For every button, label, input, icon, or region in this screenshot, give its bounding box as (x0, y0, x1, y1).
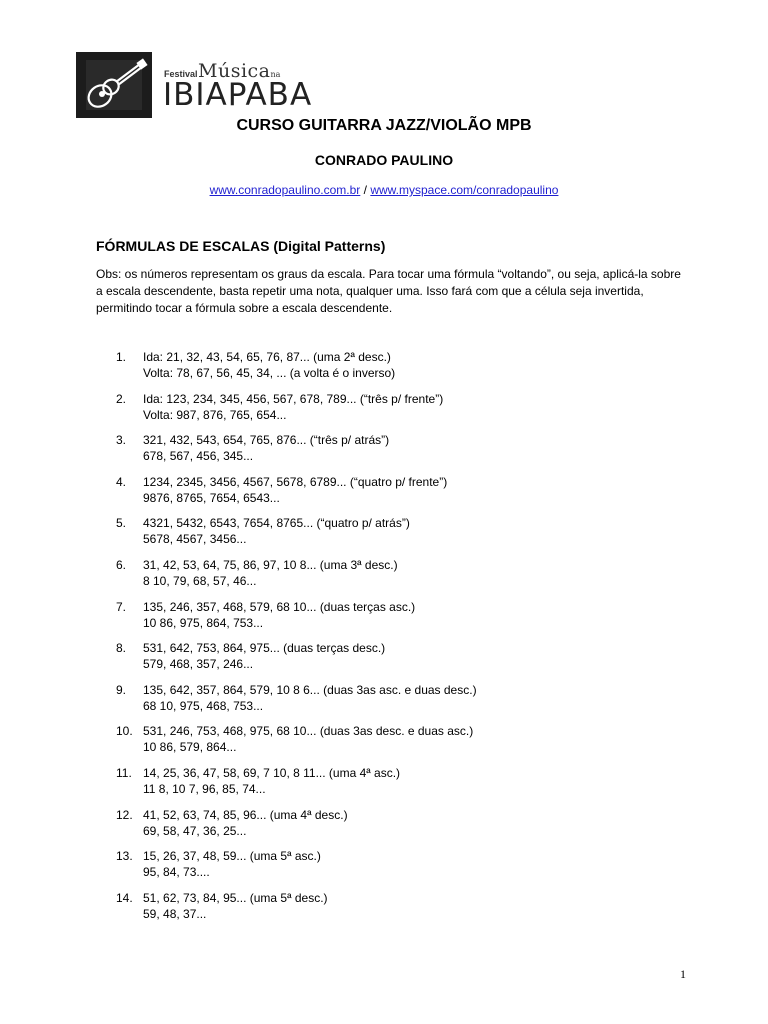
volta-sequence: 10 86, 975, 864, 753... (143, 615, 264, 630)
volta-sequence: 11 8, 10 7, 96, 85, 74... (143, 781, 266, 796)
ida-sequence: 1234, 2345, 3456, 4567, 5678, 6789... (“quatro p/ frente”) (143, 474, 448, 489)
formula-item (116, 724, 716, 766)
formula-item (116, 766, 716, 808)
link-separator: / (363, 183, 367, 197)
logo-festival-text: Festival (164, 69, 198, 79)
section-title: FÓRMULAS DE ESCALAS (Digital Patterns) (96, 238, 386, 254)
guitar-icon (76, 52, 152, 118)
formula-item (116, 433, 716, 475)
volta-sequence: 579, 468, 357, 246... (143, 657, 254, 672)
ida-sequence: Ida: 123, 234, 345, 456, 567, 678, 789... (“três p/ frente”) (143, 391, 444, 406)
volta-sequence: 69, 58, 47, 36, 25... (143, 823, 247, 838)
formula-item (116, 475, 716, 517)
ida-sequence: 41, 52, 63, 74, 85, 96... (uma 4ª desc.) (143, 807, 348, 822)
formula-item (116, 849, 716, 891)
page-number: 1 (680, 967, 686, 981)
volta-sequence: 59, 48, 37... (143, 906, 207, 921)
website-links (0, 183, 768, 197)
item-number: 2. (116, 391, 127, 406)
festival-logo (76, 52, 313, 118)
ida-sequence: 135, 642, 357, 864, 579, 10 8 6... (duas 3as asc. e duas desc.) (143, 682, 477, 697)
course-title: CURSO GUITARRA JAZZ/VIOLÃO MPB (236, 117, 532, 134)
item-number: 12. (116, 807, 133, 822)
item-number: 10. (116, 724, 133, 739)
observation-paragraph: Obs: os números representam os graus da escala. Para tocar uma fórmula “voltando”, ou seja, aplicá-la sobre a escala descendente, basta repetir uma nota, qualquer uma. Isso fará com que a célula seja invertida, permitindo tocar a fórmula sobre a escala descendente. (96, 267, 681, 315)
item-number: 5. (116, 516, 127, 531)
formula-item (116, 641, 716, 683)
ida-sequence: 15, 26, 37, 48, 59... (uma 5ª asc.) (143, 849, 321, 864)
ida-sequence: 51, 62, 73, 84, 95... (uma 5ª desc.) (143, 890, 328, 905)
ida-sequence: 531, 642, 753, 864, 975... (duas terças desc.) (143, 641, 386, 656)
item-number: 4. (116, 474, 127, 489)
ida-sequence: 31, 42, 53, 64, 75, 86, 97, 10 8... (uma 3ª desc.) (143, 557, 398, 572)
item-number: 11. (116, 765, 132, 780)
volta-sequence: 68 10, 975, 468, 753... (143, 698, 264, 713)
volta-sequence: 678, 567, 456, 345... (143, 449, 254, 464)
volta-sequence: 95, 84, 73.... (143, 865, 210, 880)
volta-sequence: 5678, 4567, 3456... (143, 532, 247, 547)
item-number: 14. (116, 890, 133, 905)
formula-item (116, 558, 716, 600)
website-link[interactable]: www.conradopaulino.com.br (209, 183, 361, 197)
ida-sequence: 14, 25, 36, 47, 58, 69, 7 10, 8 11... (uma 4ª asc.) (143, 765, 401, 780)
author-name: CONRADO PAULINO (314, 152, 454, 168)
formula-item (116, 891, 716, 933)
ida-sequence: Ida: 21, 32, 43, 54, 65, 76, 87... (uma 2ª desc.) (143, 350, 391, 364)
formula-item (116, 683, 716, 725)
formula-list (116, 350, 716, 932)
formula-item (116, 808, 716, 850)
formula-item (116, 600, 716, 642)
volta-sequence: Volta: 987, 876, 765, 654... (143, 407, 287, 422)
volta-sequence: 10 86, 579, 864... (143, 740, 237, 755)
ida-sequence: 321, 432, 543, 654, 765, 876... (“três p/ atrás”) (143, 433, 390, 448)
item-number: 3. (116, 433, 127, 448)
item-number: 9. (116, 682, 127, 697)
item-number: 7. (116, 599, 127, 614)
item-number: 6. (116, 557, 127, 572)
item-number: 8. (116, 641, 127, 656)
volta-sequence: 9876, 8765, 7654, 6543... (143, 490, 280, 505)
item-number: 13. (116, 849, 133, 864)
volta-sequence: Volta: 78, 67, 56, 45, 34, ... (a volta é o inverso) (143, 366, 396, 380)
myspace-link[interactable]: www.myspace.com/conradopaulino (370, 183, 559, 197)
item-number: 1. (116, 350, 127, 364)
ida-sequence: 531, 246, 753, 468, 975, 68 10... (duas 3as desc. e duas asc.) (143, 724, 474, 739)
volta-sequence: 8 10, 79, 68, 57, 46... (143, 573, 257, 588)
formula-item (116, 392, 716, 434)
formula-item (116, 350, 716, 392)
ida-sequence: 135, 246, 357, 468, 579, 68 10... (duas terças asc.) (143, 599, 416, 614)
formula-item (116, 516, 716, 558)
ida-sequence: 4321, 5432, 6543, 7654, 8765... (“quatro p/ atrás”) (143, 516, 410, 531)
logo-musica-text: Músicana (198, 60, 281, 82)
logo-ibiapaba-text: IBIAPABA (163, 77, 313, 113)
